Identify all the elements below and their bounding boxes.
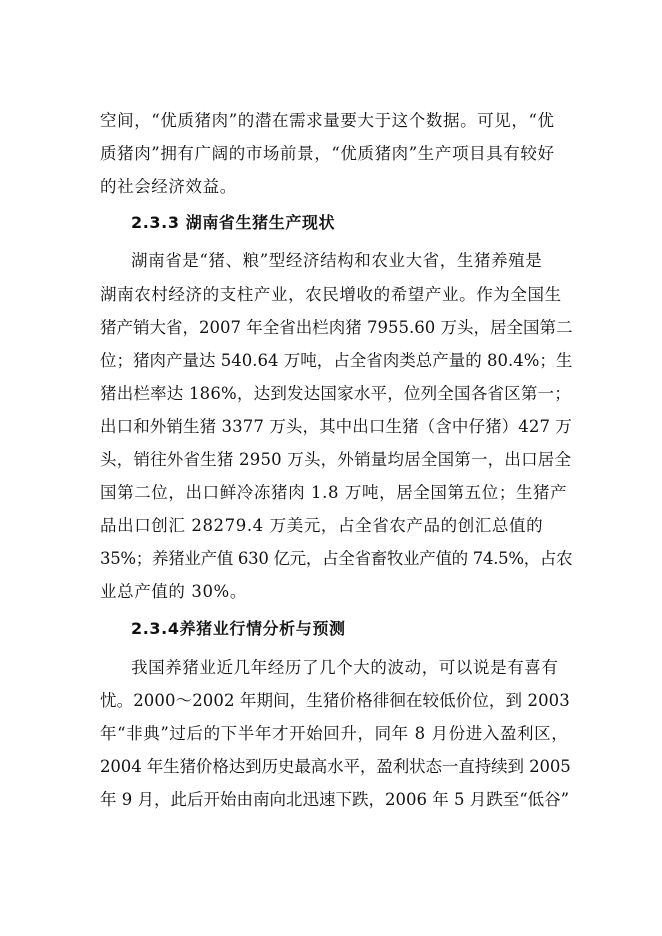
paragraph-text: 出口和外销生猪 3377 万头，其中出口生猪（含中仔猪）427 万 xyxy=(100,417,573,436)
paragraph-text: 我国养猪业近几年经历了几个大的波动，可以说是有喜有 xyxy=(131,658,559,677)
section-heading-text: 2.3.4养猪业行情分析与预测 xyxy=(131,619,346,638)
paragraph-text: 空间，“优质猪肉”的潜在需求量要大于这个数据。可见，“优 xyxy=(100,111,555,130)
paragraph-text: 年“非典”过后的下半年才开始回升，同年 8 月份进入盈利区， xyxy=(100,724,569,743)
paragraph-line xyxy=(0,767,662,833)
paragraph-text: 忧。2000～2002 年期间，生猪价格徘徊在较低价位，到 2003 xyxy=(100,691,570,710)
paragraph-text: 头，销往外省生猪 2950 万头，外销量均居全国第一，出口居全 xyxy=(100,450,572,469)
paragraph-text: 年 9 月，此后开始由南向北迅速下跌，2006 年 5 月跌至“低谷” xyxy=(100,790,570,809)
paragraph-text: 猪产销大省，2007 年全省出栏肉猪 7955.60 万头，居全国第二 xyxy=(100,318,573,337)
paragraph-text: 质猪肉”拥有广阔的市场前景，“优质猪肉”生产项目具有较好 xyxy=(100,144,555,163)
paragraph-text: 的社会经济效益。 xyxy=(100,177,237,196)
paragraph-text: 湖南农村经济的支柱产业，农民增收的希望产业。作为全国生 xyxy=(100,285,562,304)
paragraph-text: 品出口创汇 28279.4 万美元，占全省农产品的创汇总值的 xyxy=(100,516,544,535)
paragraph-text: 位；猪肉产量达 540.64 万吨，占全省肉类总产量的 80.4%；生 xyxy=(100,351,573,370)
paragraph-text: 湖南省是“猪、粮”型经济结构和农业大省，生猪养殖是 xyxy=(131,251,543,270)
paragraph-text: 业总产值的 30%。 xyxy=(100,582,247,601)
section-heading-text: 2.3.3 湖南省生猪生产现状 xyxy=(131,213,336,232)
paragraph-text: 2004 年生猪价格达到历史最高水平，盈利状态一直持续到 2005 xyxy=(100,757,571,776)
paragraph-text: 国第二位，出口鲜冷冻猪肉 1.8 万吨，居全国第五位；生猪产 xyxy=(100,483,568,502)
paragraph-text: 35%；养猪业产值 630 亿元，占全省畜牧业产值的 74.5%，占农 xyxy=(100,549,573,568)
paragraph-text: 猪出栏率达 186%，达到发达国家水平，位列全国各省区第一； xyxy=(100,384,571,403)
